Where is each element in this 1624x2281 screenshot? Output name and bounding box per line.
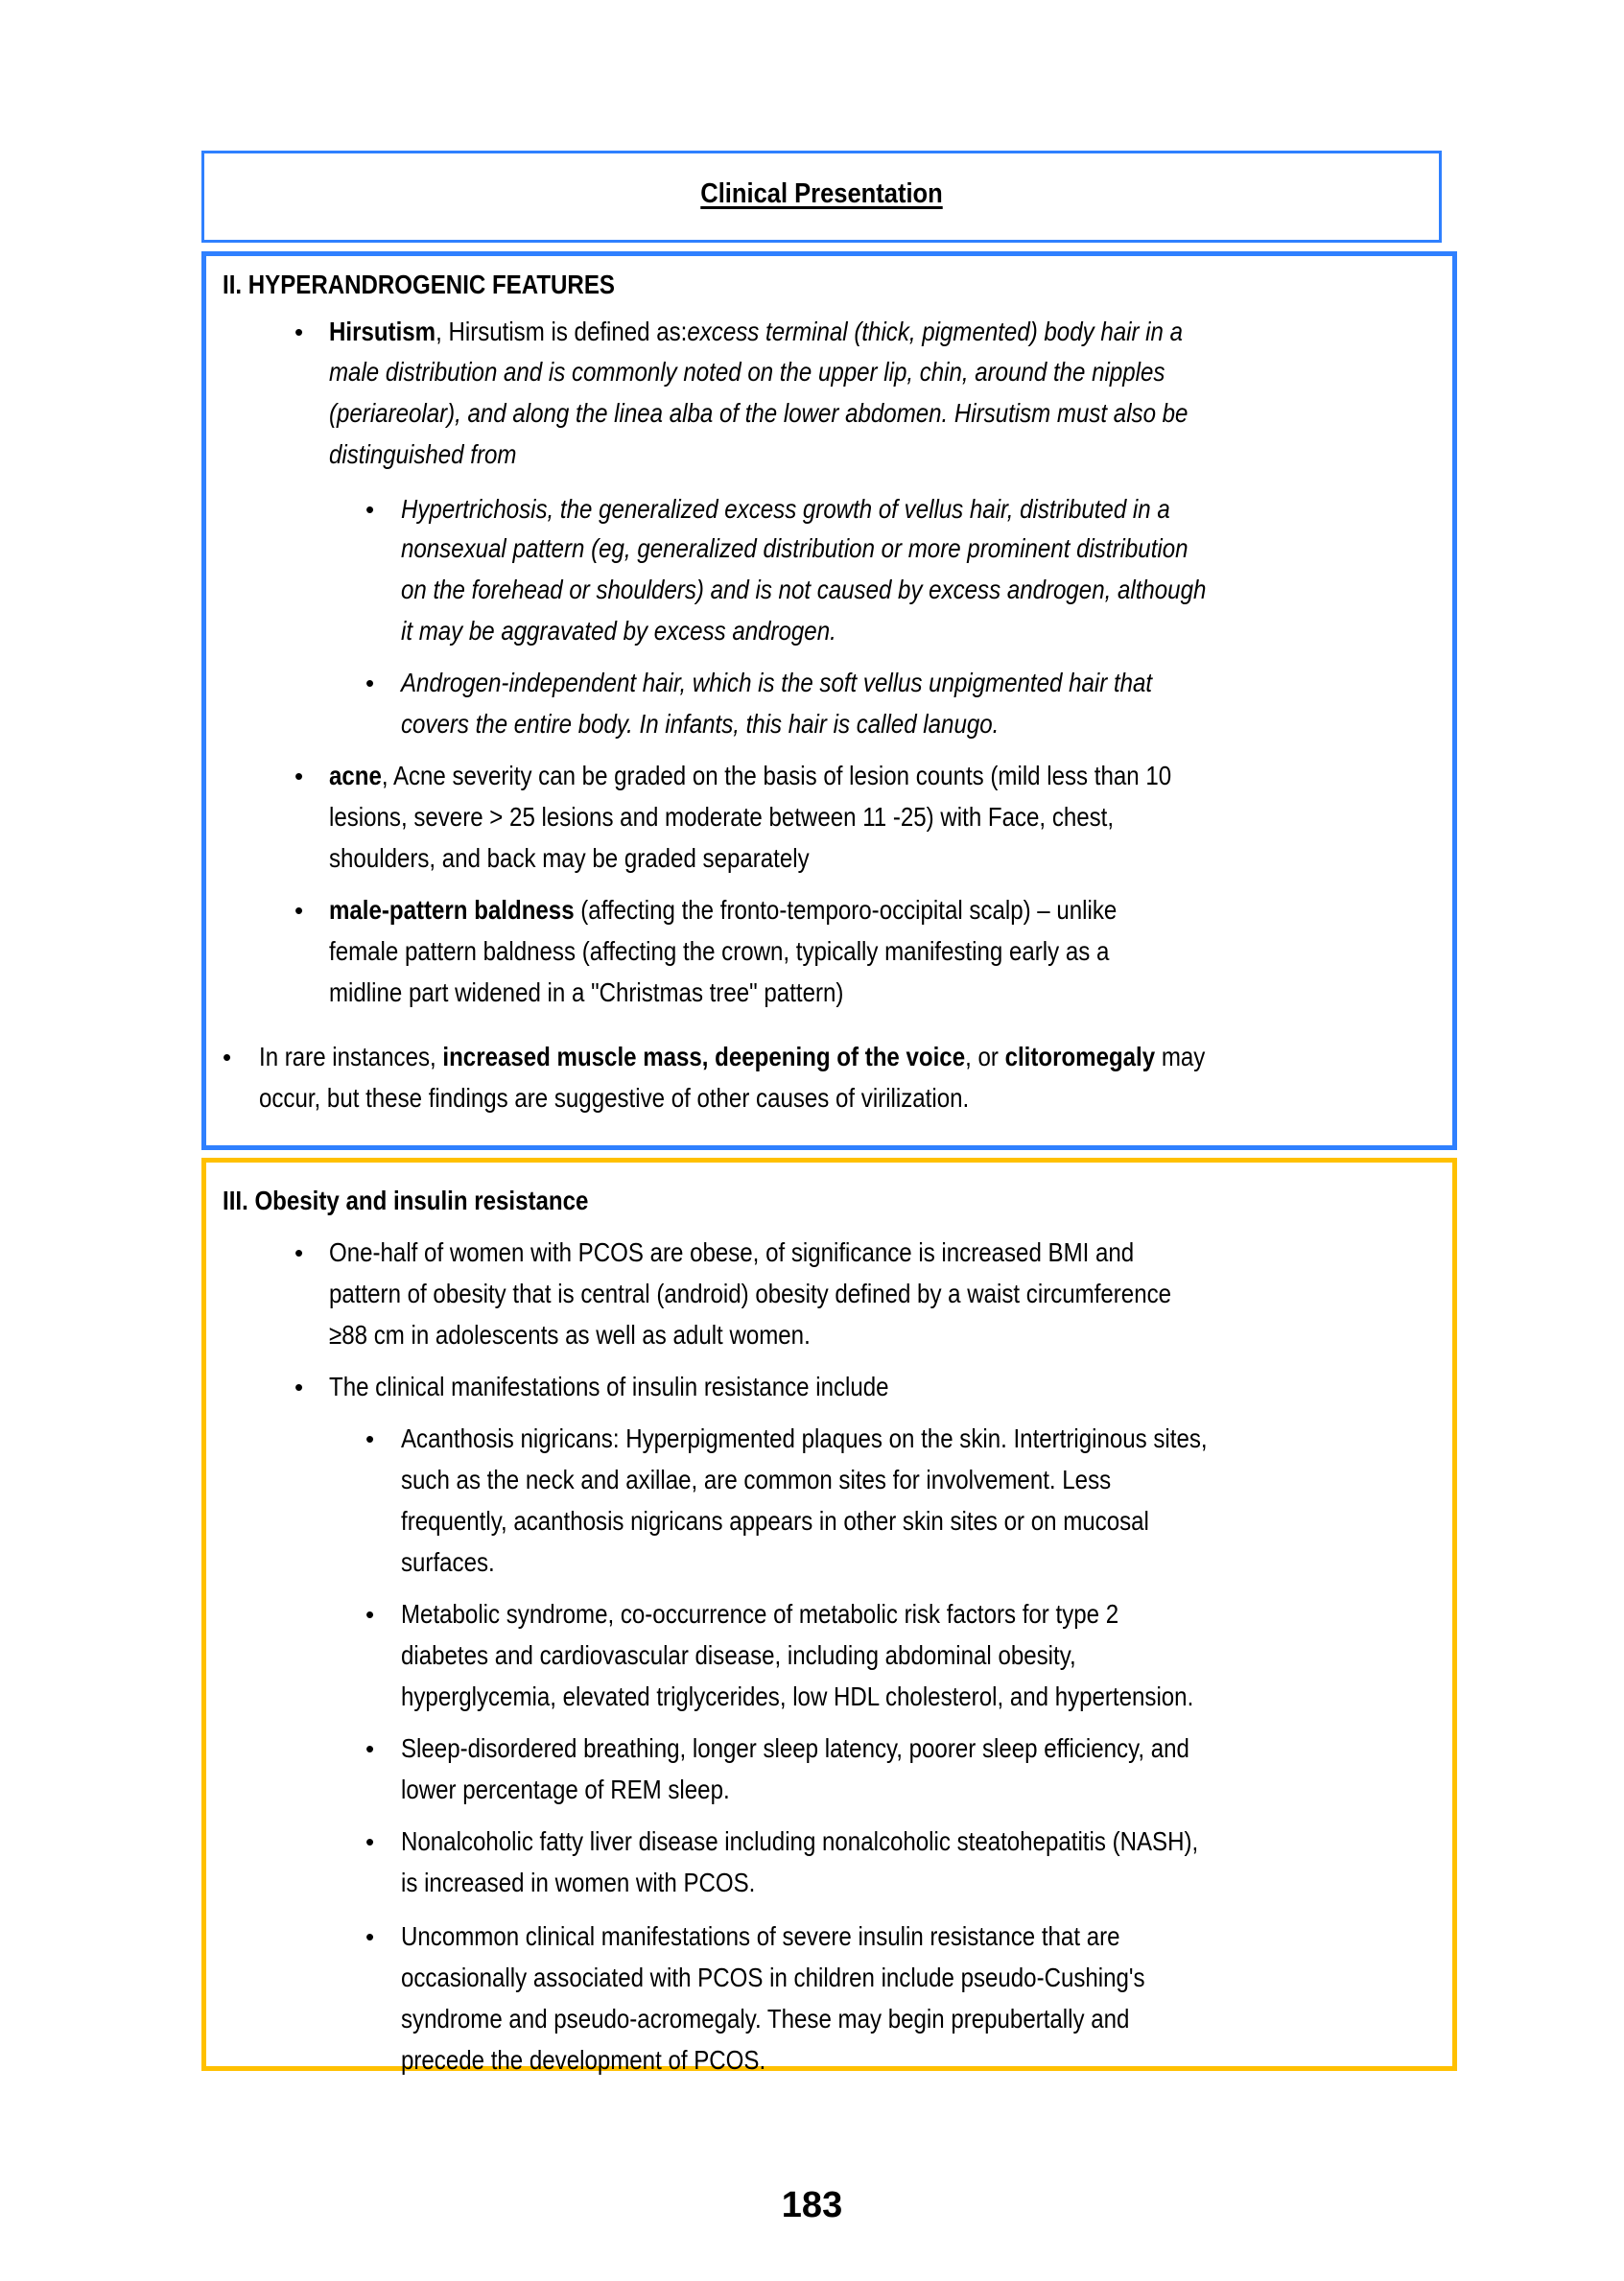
bullet-icon: • xyxy=(365,495,375,524)
rare-instances-line-2: occur, but these findings are suggestive of other causes of virilization. xyxy=(259,1083,970,1113)
acne-line-1 xyxy=(329,760,1171,792)
page-number: 183 xyxy=(781,2185,843,2225)
nafld-line-2: is increased in women with PCOS. xyxy=(401,1868,756,1897)
androgen-independent-line-2: covers the entire body. In infants, this hair is called lanugo. xyxy=(401,709,1000,739)
rare-instances-line-1 xyxy=(259,1041,1205,1073)
obesity-item-2-line-1: The clinical manifestations of insulin resistance include xyxy=(329,1372,889,1401)
acne-line-3: shoulders, and back may be graded separately xyxy=(329,843,810,873)
hirsutism-term: Hirsutism xyxy=(329,317,436,346)
baldness-description: (affecting the fronto-temporo-occipital scalp) – unlike xyxy=(574,895,1118,925)
nafld-line-1: Nonalcoholic fatty liver disease including nonalcoholic steatohepatitis (NASH), xyxy=(401,1826,1199,1856)
rare-prefix: In rare instances, xyxy=(259,1042,443,1071)
hirsutism-line-4: distinguished from xyxy=(329,439,517,469)
obesity-item-1-line-1: One-half of women with PCOS are obese, of significance is increased BMI and xyxy=(329,1237,1135,1267)
bullet-icon: • xyxy=(365,1734,375,1763)
rare-connector: , or xyxy=(965,1042,1005,1071)
bullet-icon: • xyxy=(294,1373,304,1401)
hypertrichosis-line-1: Hypertrichosis, the generalized excess growth of vellus hair, distributed in a xyxy=(401,494,1170,524)
acne-description: , Acne severity can be graded on the basis of lesion counts (mild less than 10 xyxy=(381,761,1172,790)
uncommon-line-4: precede the development of PCOS. xyxy=(401,2045,766,2075)
bullet-icon: • xyxy=(365,1827,375,1856)
rare-findings: increased muscle mass, deepening of the voice xyxy=(442,1042,966,1071)
acne-term: acne xyxy=(329,761,382,790)
bullet-icon: • xyxy=(223,1043,232,1071)
acanthosis-line-4: surfaces. xyxy=(401,1547,495,1577)
acanthosis-line-1: Acanthosis nigricans: Hyperpigmented plaques on the skin. Intertriginous sites, xyxy=(401,1423,1208,1453)
bullet-icon: • xyxy=(294,317,304,346)
baldness-line-1 xyxy=(329,894,1117,927)
section-heading-hyperandrogenic: II. HYPERANDROGENIC FEATURES xyxy=(223,270,615,299)
hypertrichosis-line-4: it may be aggravated by excess androgen. xyxy=(401,616,836,646)
hirsutism-line-1 xyxy=(329,316,1183,348)
section-heading-obesity: III. Obesity and insulin resistance xyxy=(223,1186,589,1215)
hypertrichosis-line-2: nonsexual pattern (eg, generalized distribution or more prominent distribution xyxy=(401,533,1189,563)
uncommon-line-2: occasionally associated with PCOS in children include pseudo-Cushing's xyxy=(401,1963,1145,1992)
bullet-icon: • xyxy=(365,669,375,697)
bullet-icon: • xyxy=(294,762,304,790)
bullet-icon: • xyxy=(294,896,304,925)
hirsutism-definition-lead: , Hirsutism is defined as: xyxy=(435,317,688,346)
hypertrichosis-line-3: on the forehead or shoulders) and is not caused by excess androgen, although xyxy=(401,575,1207,604)
clitoromegaly-term: clitoromegaly xyxy=(1004,1042,1156,1071)
bullet-icon: • xyxy=(365,1922,375,1951)
metabolic-line-2: diabetes and cardiovascular disease, including abdominal obesity, xyxy=(401,1640,1076,1670)
page-title: Clinical Presentation xyxy=(700,178,943,209)
metabolic-line-3: hyperglycemia, elevated triglycerides, low HDL cholesterol, and hypertension. xyxy=(401,1681,1194,1711)
sleep-line-2: lower percentage of REM sleep. xyxy=(401,1775,730,1804)
androgen-independent-line-1: Androgen-independent hair, which is the soft vellus unpigmented hair that xyxy=(401,668,1153,697)
hirsutism-line-2: male distribution and is commonly noted on the upper lip, chin, around the nipples xyxy=(329,357,1165,387)
bullet-icon: • xyxy=(365,1424,375,1453)
sleep-line-1: Sleep-disordered breathing, longer sleep latency, poorer sleep efficiency, and xyxy=(401,1733,1189,1763)
acanthosis-line-3: frequently, acanthosis nigricans appears in other skin sites or on mucosal xyxy=(401,1506,1149,1536)
baldness-line-2: female pattern baldness (affecting the crown, typically manifesting early as a xyxy=(329,936,1110,966)
baldness-term: male-pattern baldness xyxy=(329,895,575,925)
metabolic-line-1: Metabolic syndrome, co-occurrence of metabolic risk factors for type 2 xyxy=(401,1599,1119,1629)
uncommon-line-1: Uncommon clinical manifestations of severe insulin resistance that are xyxy=(401,1921,1120,1951)
baldness-line-3: midline part widened in a "Christmas tree" pattern) xyxy=(329,977,844,1007)
acanthosis-line-2: such as the neck and axillae, are common sites for involvement. Less xyxy=(401,1465,1112,1494)
hirsutism-line-3: (periareolar), and along the linea alba of the lower abdomen. Hirsutism must also be xyxy=(329,398,1189,428)
rare-suffix: may xyxy=(1155,1042,1206,1071)
obesity-item-1-line-3: ≥88 cm in adolescents as well as adult women. xyxy=(329,1320,811,1350)
acne-line-2: lesions, severe > 25 lesions and moderate between 11 -25) with Face, chest, xyxy=(329,802,1115,832)
obesity-item-1-line-2: pattern of obesity that is central (android) obesity defined by a waist circumference xyxy=(329,1279,1172,1308)
uncommon-line-3: syndrome and pseudo-acromegaly. These may begin prepubertally and xyxy=(401,2004,1130,2034)
bullet-icon: • xyxy=(365,1600,375,1629)
bullet-icon: • xyxy=(294,1238,304,1267)
hirsutism-definition: excess terminal (thick, pigmented) body hair in a xyxy=(687,317,1183,346)
